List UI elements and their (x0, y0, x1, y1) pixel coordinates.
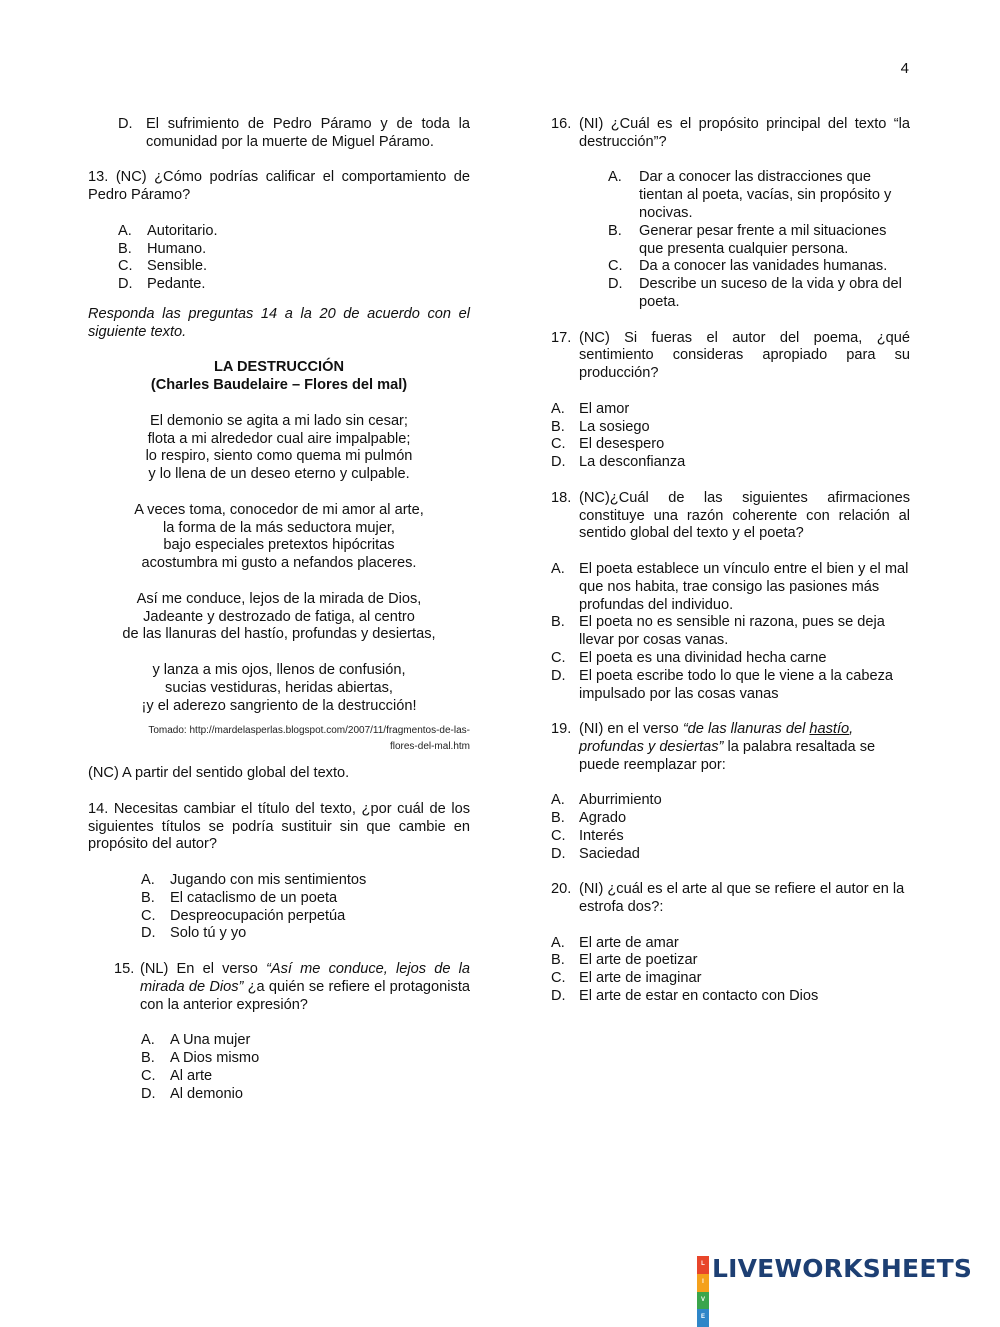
q15-option-a[interactable]: A. A Una mujer (141, 1032, 251, 1049)
q14-options (141, 872, 470, 943)
option-label: D. (118, 116, 133, 132)
poem-stanza-4: y lanza a mis ojos, llenos de confusión, sucias vestiduras, heridas abiertas, ¡y el aderezo sangriento de la destrucción! (141, 661, 417, 714)
question-18: 18. (NC)¿Cuál de las siguientes afirmaciones constituye una razón coherente con relación al sentido global del texto y el poeta? (551, 489, 910, 542)
instructions: Responda las preguntas 14 a la 20 de acuerdo con el siguiente texto. (88, 305, 470, 340)
q20-option-b[interactable]: B. El arte de poetizar (551, 952, 698, 969)
q15-option-b[interactable]: B. A Dios mismo (141, 1050, 260, 1067)
left-column (88, 116, 470, 1103)
q13-options (118, 223, 470, 294)
q18-options (551, 561, 910, 703)
question-15: 15. (NL) En el verso “Así me conduce, lejos de la mirada de Dios” ¿a quién se refiere el protagonista con la anterior expresión? (114, 961, 470, 1013)
question-16: 16. (NI) ¿Cuál es el propósito principal del texto “la destrucción”? (551, 116, 910, 150)
q19-option-c[interactable]: C. Interés (551, 827, 624, 844)
q17-options (551, 401, 910, 472)
logo-text: LIVEWORKSHEETS (712, 1254, 973, 1284)
q19-option-a[interactable]: A. Aburrimiento (551, 792, 662, 809)
q18-option-c[interactable]: C. El poeta es una divinidad hecha carne (551, 649, 827, 666)
question-20: 20. (NI) ¿cuál es el arte al que se refiere el autor en la estrofa dos?: (551, 881, 905, 916)
q14-option-a[interactable]: A. Jugando con mis sentimientos (141, 872, 367, 889)
q15-options (141, 1032, 470, 1103)
poem-stanza-1: El demonio se agita a mi lado sin cesar; flota a mi alrededor cual aire impalpable; lo respiro, siento como quema mi pulmón y lo llena de un deseo eterno y culpable. (145, 412, 413, 483)
question-14: 14. Necesitas cambiar el título del texto, ¿por cuál de los siguientes títulos se podría sustituir sin que cambie en propósito del autor? (88, 800, 470, 853)
q13-option-a[interactable]: A. Autoritario. (118, 222, 218, 239)
poem-stanza-2: A veces toma, conocedor de mi amor al arte, la forma de la más seductora mujer, bajo especiales pretextos hipócritas acostumbra mi gusto a nefandos placeres. (134, 501, 424, 572)
q15-option-c[interactable]: C. Al arte (141, 1067, 213, 1084)
q17-option-b[interactable]: B. La sosiego (551, 418, 650, 435)
question-13: 13. (NC) ¿Cómo podrías calificar el comportamiento de Pedro Páramo? (88, 169, 470, 204)
q20-options (551, 935, 910, 1006)
logo-mark-icon: L I V E (697, 1256, 709, 1282)
liveworksheets-logo (697, 1254, 973, 1321)
q12-option-d (118, 116, 470, 152)
q20-option-a[interactable]: A. El arte de amar (551, 934, 679, 951)
q16-option-d[interactable]: D. Describe un suceso de la vida y obra del poeta. (608, 276, 902, 310)
q13-option-c[interactable]: C. Sensible. (118, 258, 208, 275)
option-text: El sufrimiento de Pedro Páramo y de toda la comunidad por la muerte de Miguel Páramo. (146, 116, 470, 150)
question-17: 17. (NC) Si fueras el autor del poema, ¿qué sentimiento consideras apropiado para su producción? (551, 329, 910, 382)
q19-option-d[interactable]: D. Saciedad (551, 845, 640, 862)
q16-options (608, 169, 910, 311)
q14-option-b[interactable]: B. El cataclismo de un poeta (141, 889, 338, 906)
right-column (551, 116, 910, 1006)
q17-option-a[interactable]: A. El amor (551, 400, 630, 417)
q17-option-c[interactable]: C. El desespero (551, 436, 665, 453)
q18-option-a[interactable]: A. El poeta establece un vínculo entre el bien y el mal que nos habita, trae consigo las pasiones más profundas del individuo. (551, 560, 909, 613)
question-19: 19. (NI) en el verso “de las llanuras del hastío, profundas y desiertas” la palabra resaltada se puede reemplazar por: (551, 721, 876, 773)
poem-stanza-3: Así me conduce, lejos de la mirada de Dios, Jadeante y destrozado de fatiga, al centro de las llanuras del hastío, profundas y desiertas, (122, 590, 436, 643)
source-citation: Tomado: http://mardelasperlas.blogspot.com/2007/11/fragmentos-de-las- flores-del-mal.htm (148, 725, 470, 753)
q18-option-b[interactable]: B. El poeta no es sensible ni razona, pues se deja llevar por cosas vanas. (551, 614, 885, 649)
q18-option-d[interactable]: D. El poeta escribe todo lo que le viene a la cabeza impulsado por las cosas vanas (551, 667, 893, 702)
page-number: 4 (900, 60, 909, 77)
q16-option-b[interactable]: B. Generar pesar frente a mil situaciones que presenta cualquier persona. (608, 222, 887, 257)
poem-title: LA DESTRUCCIÓN (214, 359, 344, 376)
q13-option-d[interactable]: D. Pedante. (118, 276, 206, 293)
q14-option-c[interactable]: C. Despreocupación perpetúa (141, 907, 346, 924)
q15-option-d[interactable]: D. Al demonio (141, 1085, 244, 1102)
q13-option-b[interactable]: B. Humano. (118, 240, 207, 257)
highlighted-word: hastío (809, 721, 850, 738)
q16-option-a[interactable]: A. Dar a conocer las distracciones que tientan al poeta, vacías, sin propósito y nocivas. (608, 169, 892, 221)
q20-option-d[interactable]: D. El arte de estar en contacto con Dios (551, 988, 819, 1005)
q17-option-d[interactable]: D. La desconfianza (551, 454, 686, 471)
poem-subtitle: (Charles Baudelaire – Flores del mal) (150, 377, 408, 394)
nc-note: (NC) A partir del sentido global del texto. (88, 765, 350, 782)
q19-option-b[interactable]: B. Agrado (551, 810, 627, 827)
q20-option-c[interactable]: C. El arte de imaginar (551, 970, 702, 987)
q16-option-c[interactable]: C. Da a conocer las vanidades humanas. (608, 258, 888, 275)
q19-options (551, 792, 910, 863)
q14-option-d[interactable]: D. Solo tú y yo (141, 925, 247, 942)
